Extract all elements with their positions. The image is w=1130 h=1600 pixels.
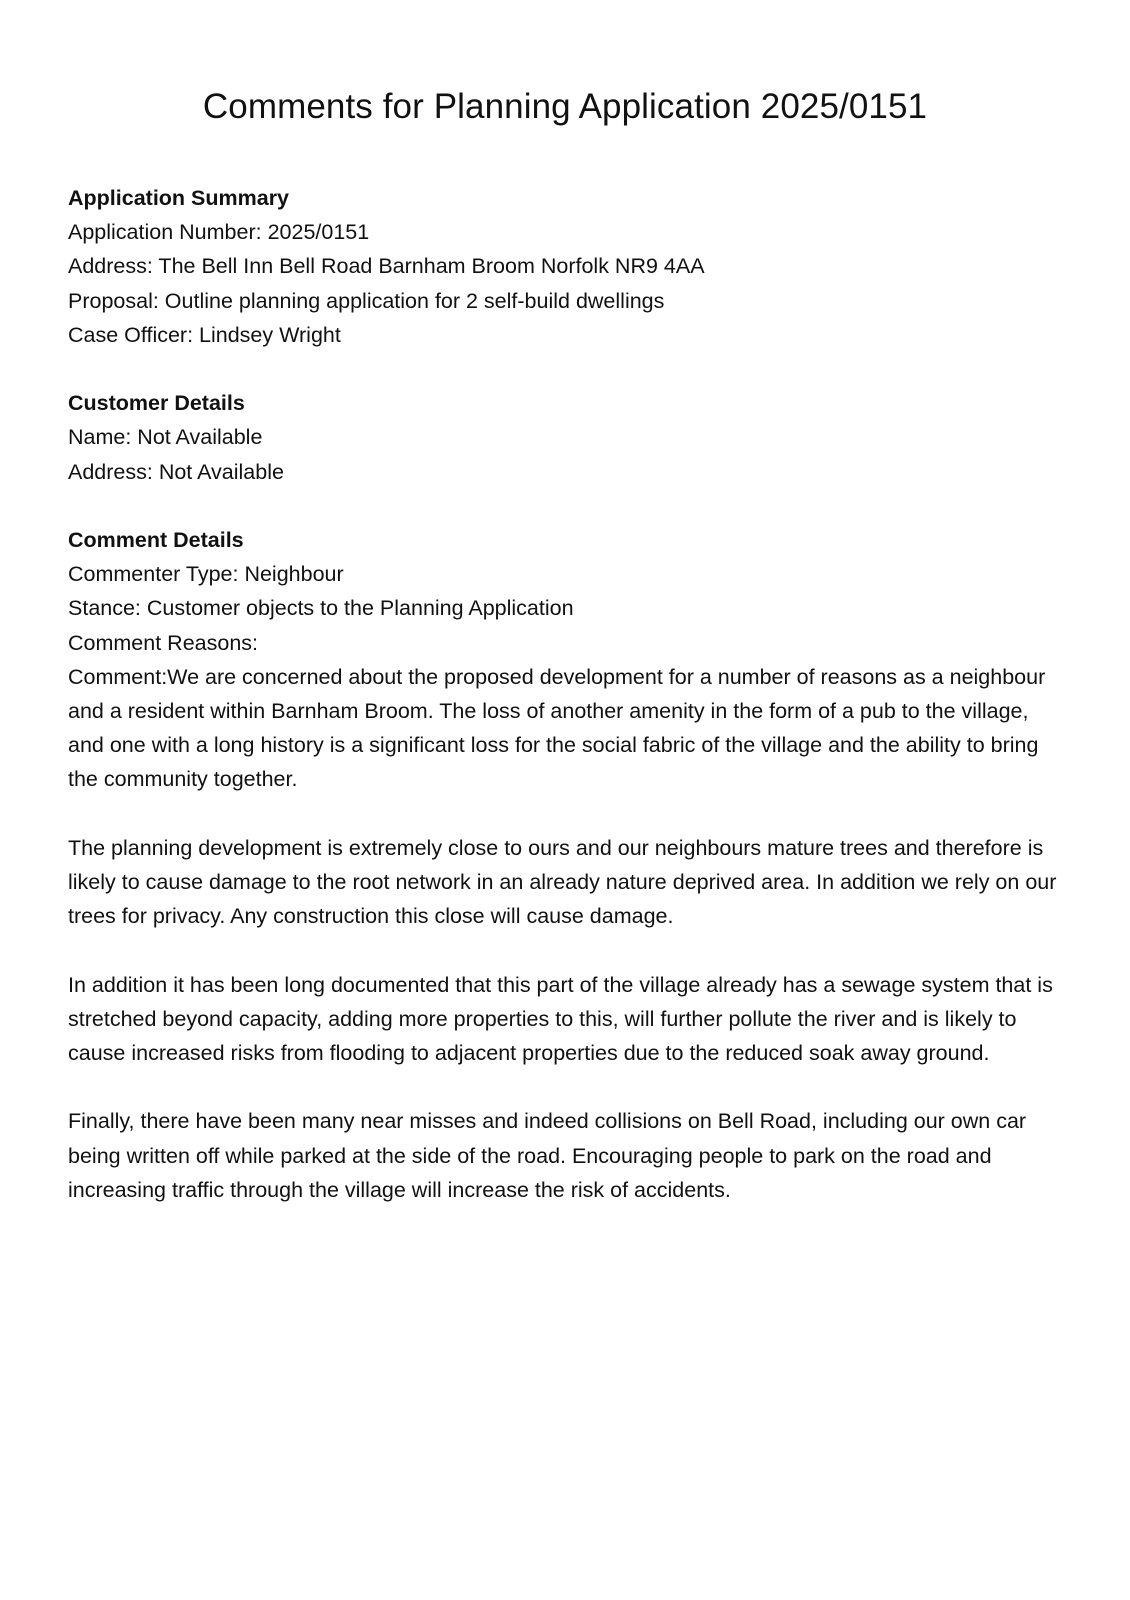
- comment-paragraph: In addition it has been long documented that this part of the village already has a sewage system that is stretched beyond capacity, adding more properties to this, will further pollute the river and is likely to cause increased risks from flooding to adjacent properties due to the reduced soak away ground.: [68, 972, 1053, 1066]
- application-proposal: Proposal: Outline planning application for 2 self-build dwellings: [68, 288, 665, 313]
- page-title: Comments for Planning Application 2025/0151: [202, 87, 928, 126]
- application-number: Application Number: 2025/0151: [68, 220, 370, 245]
- case-officer: Case Officer: Lindsey Wright: [68, 322, 341, 347]
- comment-details-section: [68, 523, 1068, 1207]
- spacer: [68, 1070, 1068, 1104]
- comment-details-heading: Comment Details: [68, 528, 244, 552]
- commenter-type: Commenter Type: Neighbour: [68, 562, 344, 587]
- comment-paragraph: The planning development is extremely close to ours and our neighbours mature trees and therefore is likely to cause damage to the root network in an already nature deprived area. In addition we rely on our trees for privacy. Any construction this close will cause damage.: [68, 835, 1057, 929]
- customer-details-section: [68, 386, 1068, 489]
- customer-name: Name: Not Available: [68, 425, 263, 450]
- comment-paragraph: Finally, there have been many near misses and indeed collisions on Bell Road, including our own car being written off while parked at the side of the road. Encouraging people to park on the road and increasing traffic through the village will increase the risk of accidents.: [68, 1109, 1027, 1202]
- customer-address: Address: Not Available: [68, 459, 284, 484]
- application-address: Address: The Bell Inn Bell Road Barnham Broom Norfolk NR9 4AA: [68, 254, 705, 279]
- application-summary-section: [68, 181, 1068, 352]
- customer-details-heading: Customer Details: [68, 391, 245, 416]
- comment-paragraph: Comment:We are concerned about the proposed development for a number of reasons as a neighbour and a resident within Barnham Broom. The loss of another amenity in the form of a pub to the village, and one with a long history is a significant loss for the social fabric of the village and the ability to bring the community together.: [68, 664, 1046, 792]
- stance: Stance: Customer objects to the Planning Application: [68, 596, 574, 621]
- spacer: [68, 489, 1068, 523]
- spacer: [68, 933, 1068, 967]
- spacer: [68, 797, 1068, 831]
- application-summary-heading: Application Summary: [68, 186, 290, 210]
- document-body: [68, 181, 1068, 1207]
- spacer: [68, 352, 1068, 386]
- comment-reasons: Comment Reasons:: [68, 630, 258, 655]
